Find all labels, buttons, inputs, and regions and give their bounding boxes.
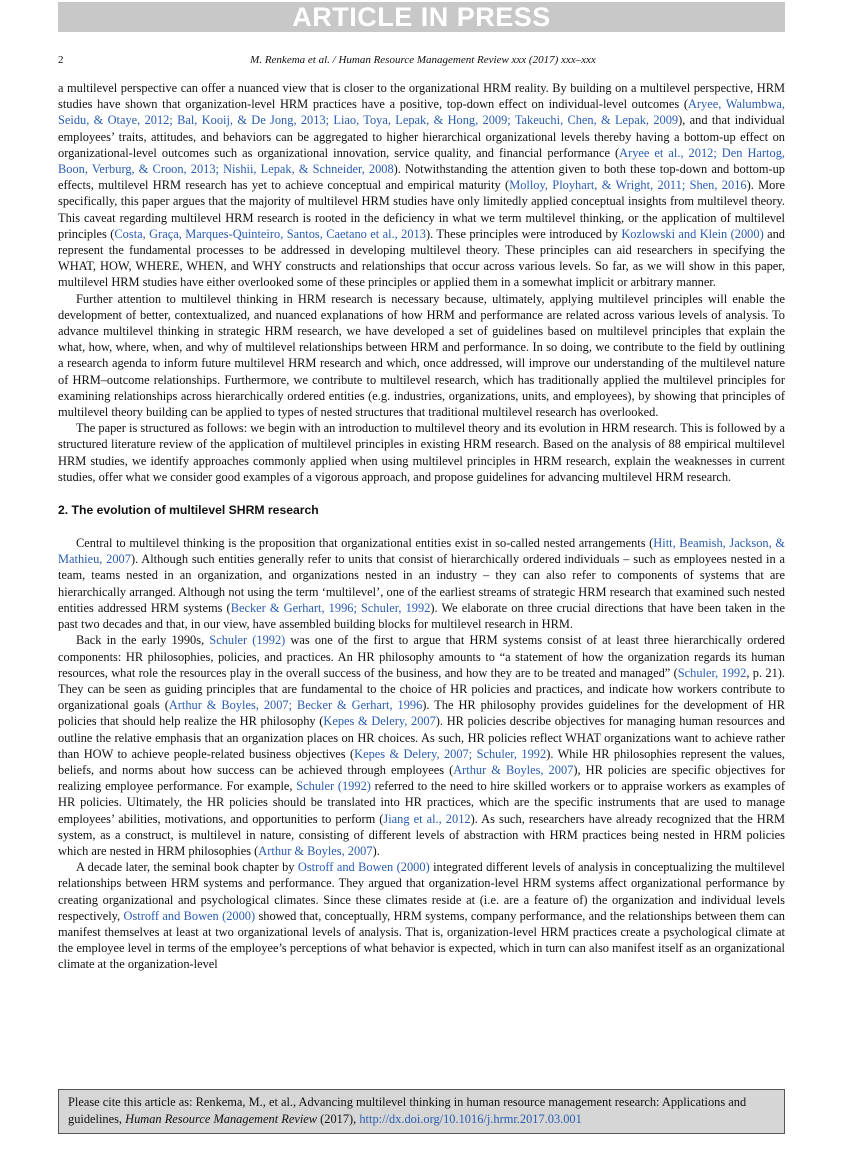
article-in-press-banner: ARTICLE IN PRESS	[58, 2, 785, 32]
citation-link[interactable]: Arthur & Boyles, 2007	[453, 762, 574, 777]
paragraph-2	[58, 291, 785, 421]
paragraph-4	[58, 535, 785, 632]
paragraph-text: ), HR policies are specific objectives for realizing employee performance. For example,	[58, 762, 785, 794]
paragraph-text: ). We elaborate on three crucial directions that have been taken in the past two decades and that, in our view, have assembled building blocks for multilevel research in HRM.	[58, 600, 785, 632]
paragraph-text: ). More specifically, this paper argues that the majority of multilevel HRM studies have only limitedly applied conceptual insights from multilevel theory. This caveat regarding multilevel HRM research is rooted in the deficiency in what we term multilevel thinking, or the application of multilevel principles (	[58, 178, 785, 241]
paragraph-3	[58, 420, 785, 485]
running-head: M. Renkema et al. / Human Resource Management Review xxx (2017) xxx–xxx	[250, 54, 596, 66]
paragraph-text: referred to the need to hire skilled workers or to appraise workers as examples of HR policies. Ultimately, the HR policies should be translated into HR practices, which are the specific instruments that are used to manage employees’ abilities, motivations, and opportunities to perform (	[58, 779, 785, 826]
paragraph-text: ), and that individual employees’ traits, attitudes, and behaviors can be aggregated to higher hierarchical organizational levels thereby having a bottom-up effect on organizational-level outcomes such as organizational innovation, service quality, and financial performance (	[58, 113, 785, 160]
paragraph-text: ). These principles were introduced by	[425, 226, 622, 241]
paragraph-1	[58, 80, 785, 291]
citation-link[interactable]: Aryee et al., 2012; Den Hartog, Boon, Verburg, & Croon, 2013; Nishii, Lepak, & Schneider, 2008	[58, 145, 785, 177]
paragraph-text: a multilevel perspective can offer a nuanced view that is closer to the organizational HRM reality. By building on a multilevel perspective, HRM studies have shown that organization-level HRM practices have a positive, top-down effect on individual-level outcomes (	[58, 81, 785, 112]
paragraph-text: ). Notwithstanding the attention given to both these top-down and bottom-up effects, multilevel HRM research has yet to achieve conceptual and empirical maturity (	[58, 162, 785, 193]
paragraph-text: ). HR policies describe objectives for managing human resources and outline the relative emphasis that an organization places on HR choices. As such, HR policies reflect WHAT organizations want to achieve rather than HOW to achieve people-related business objectives (	[58, 714, 785, 761]
paragraph-text: ). As such, researchers have already recognized that the HRM system, as a construct, is multilevel in nature, consisting of different levels of abstraction with HRM practices being nested in HRM policies which are nested in HRM philosophies (	[58, 811, 786, 858]
citation-link[interactable]: Molloy, Ployhart, & Wright, 2011; Shen, 2016	[509, 178, 747, 193]
paragraph-text: ). The HR philosophy provides guidelines for the development of HR policies that should help realize the HR philosophy (	[58, 698, 786, 729]
paragraph-6	[58, 859, 785, 972]
citation-link[interactable]: Kepes & Delery, 2007; Schuler, 1992	[354, 746, 547, 761]
citation-link[interactable]: Costa, Graça, Marques-Quinteiro, Santos, Caetano et al., 2013	[114, 226, 426, 241]
paragraph-text: Back in the early 1990s,	[76, 633, 210, 648]
paragraph-text: A decade later, the seminal book chapter by	[76, 860, 298, 875]
section-heading: 2. The evolution of multilevel SHRM research	[58, 503, 319, 518]
citation-link[interactable]: Hitt, Beamish, Jackson, & Mathieu, 2007	[58, 536, 785, 567]
citation-link[interactable]: Becker & Gerhart, 1996; Schuler, 1992	[230, 600, 431, 615]
citation-link[interactable]: Ostroff and Bowen (2000)	[123, 908, 256, 923]
paragraph-text: Central to multilevel thinking is the proposition that organizational entities exist in so-called nested arrangements (	[76, 536, 654, 551]
paragraph-text: ). Although such entities generally refer to units that consist of hierarchically ordered individuals – such as employees nested in a team, teams nested in an organization, and organizations nested in an industry – they can also refer to components of systems that are hierarchically arranged. Although not using the term ‘multilevel’, one of the earliest streams of strategic HRM research that examined such nested entities addressed HRM systems (	[58, 552, 785, 615]
citation-text: Please cite this article as: Renkema, M., et al., Advancing multilevel thinking in human resource management research: Applications and guidelines,	[68, 1095, 747, 1126]
article-body	[58, 80, 785, 973]
paragraph-text: showed that, conceptually, HRM systems, company performance, and the relationships between them can manifest themselves at least at two organizational levels of analysis. That is, organization-level HRM practices create a psychological climate at the employee level in terms of the employee’s perceptions of what behavior is expected, which in turn can also manifest itself as an organizational climate at the organization-level	[58, 908, 785, 972]
citation-link[interactable]: Kepes & Delery, 2007	[323, 714, 436, 729]
journal-name: Human Resource Management Review	[125, 1112, 318, 1126]
paragraph-text: The paper is structured as follows: we begin with an introduction to multilevel theory and its evolution in HRM research. This is followed by a structured literature review of the application of multilevel principles in existing HRM research. Based on the analysis of 88 empirical multilevel HRM studies, we identify approaches commonly applied when using multilevel principles in HRM research, explain the weaknesses in current studies, offer what we consider good examples of a vigorous approach, and propose guidelines for advancing multilevel HRM research.	[58, 421, 785, 484]
paragraph-text: was one of the first to argue that HRM systems consist of at least three hierarchically ordered components: HR philosophies, policies, and practices. An HR philosophy amounts to “a statement of how the organization regards its human resources, what role the resources play in the overall success of the business, and how they are to be treated and managed” (	[58, 633, 785, 680]
citation-link[interactable]: Ostroff and Bowen (2000)	[297, 860, 430, 875]
paragraph-text: ). While HR philosophies represent the values, beliefs, and norms about how success can be achieved through employees (	[58, 746, 785, 777]
citation-link[interactable]: Aryee, Walumbwa, Seidu, & Otaye, 2012; Bal, Kooij, & De Jong, 2013; Liao, Toya, Lepak, & Hong, 2009; Takeuchi, Chen, & Lepak, 2009	[58, 97, 785, 128]
citation-link[interactable]: Schuler, 1992	[677, 665, 747, 680]
paragraph-text: , p. 21). They can be seen as guiding principles that are fundamental to the choice of HR policies and practices, and indicate how workers contribute to organizational goals (	[58, 665, 785, 713]
paragraph-text: integrated different levels of analysis in conceptualizing the multilevel relationships between HRM systems and performance. They argued that organization-level HRM systems affect organizational performance by creating organizational and psychological climates. Since these climates reside at (i.e. are a feature of) the organization and individual levels respectively,	[58, 860, 785, 923]
page-number: 2	[58, 54, 64, 66]
citation-link[interactable]: Schuler (1992)	[296, 779, 371, 794]
citation-link[interactable]: Arthur & Boyles, 2007; Becker & Gerhart, 1996	[168, 698, 423, 713]
paragraph-text: ).	[372, 843, 380, 858]
paragraph-5	[58, 632, 785, 859]
citation-link[interactable]: Schuler (1992)	[209, 633, 286, 648]
citation-box	[58, 1089, 785, 1134]
citation-year: (2017),	[317, 1112, 360, 1126]
citation-link[interactable]: Jiang et al., 2012	[383, 811, 471, 826]
paragraph-text: and represent the fundamental processes to be addressed in developing multilevel theory. These principles can aid researchers in specifying the WHAT, HOW, WHERE, WHEN, and WHY constructs and relationships that occur across various levels. So far, as we will show in this paper, multilevel HRM studies have either overlooked some of these principles or applied them in a somewhat implicit or arbitrary manner.	[58, 226, 786, 290]
citation-link[interactable]: Kozlowski and Klein (2000)	[621, 226, 764, 241]
doi-link[interactable]: http://dx.doi.org/10.1016/j.hrmr.2017.03.001	[359, 1112, 582, 1126]
citation-link[interactable]: Arthur & Boyles, 2007	[258, 843, 373, 858]
paragraph-text: Further attention to multilevel thinking in HRM research is necessary because, ultimately, applying multilevel principles will enable the development of better, contextualized, and nuanced explanations of how HRM and performance are related across various levels of analysis. To advance multilevel thinking in strategic HRM research, we have developed a set of guidelines based on multilevel principles that explain the what, how, where, when, and why of multilevel relationships between HRM and performance. In so doing, we contribute to the field by outlining a research agenda to inform future multilevel HRM research and which, once addressed, will improve our understanding of the multilevel nature of HRM–outcome relationships. Furthermore, we contribute to multilevel research, which has traditionally applied the multilevel principles for examining relationships across hierarchically ordered entities (e.g. industries, organizations, units, and employees), by showing that principles of multilevel theory building can be applied to types of nested structures that traditional multilevel research has overlooked.	[58, 291, 785, 420]
